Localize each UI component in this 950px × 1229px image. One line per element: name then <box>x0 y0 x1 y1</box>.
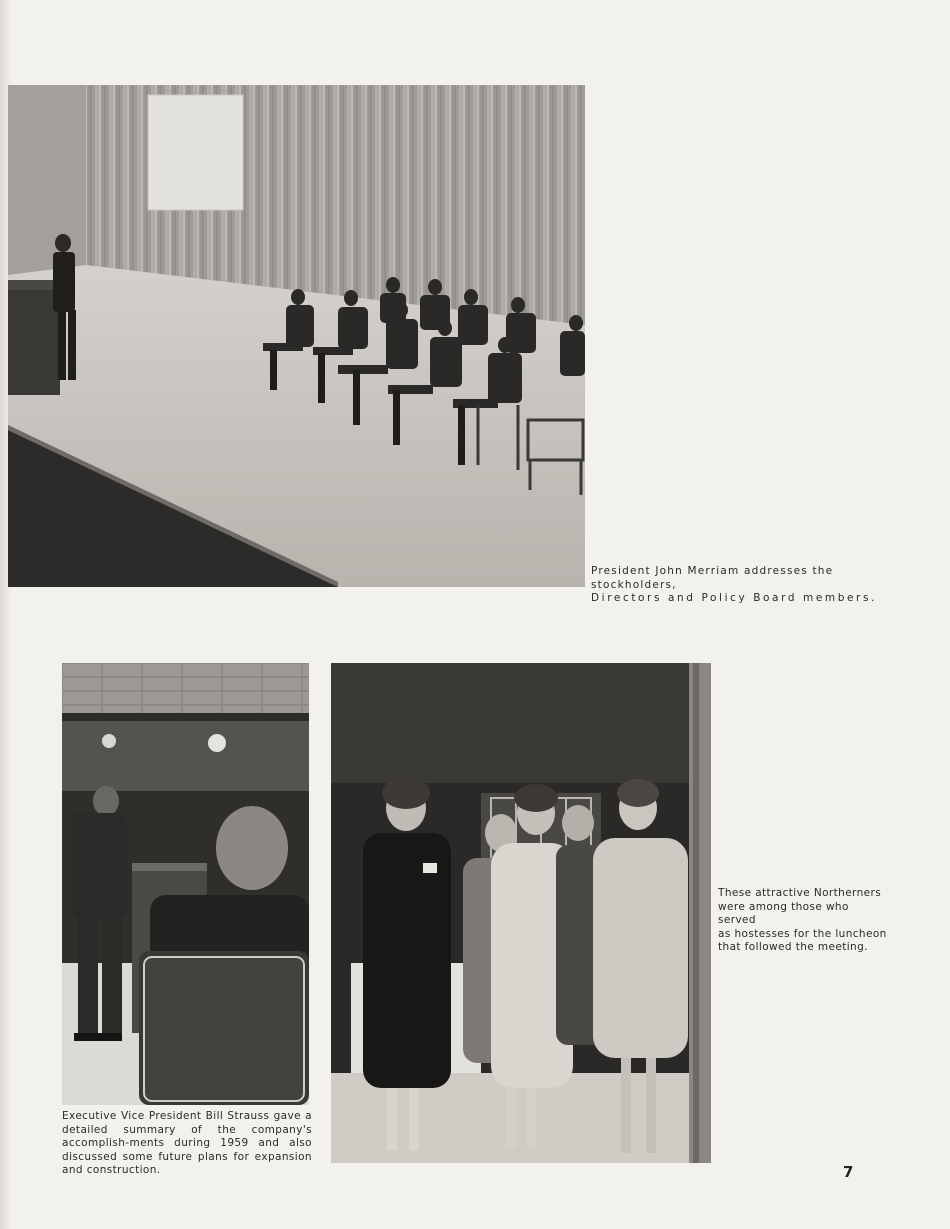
stage-photo-caption <box>591 565 891 606</box>
podium-photo-caption <box>62 1110 312 1178</box>
stage-meeting-photo <box>8 85 585 587</box>
caption-text: Executive Vice President Bill Strauss gave a detailed summary of the company's accomplish-ments during 1959 and also discussed some future plans for expansion and construction. <box>62 1110 312 1176</box>
caption-line: were among those who served <box>718 900 849 926</box>
caption-line: President John Merriam addresses the stockholders, <box>591 565 834 591</box>
page-number: 7 <box>843 1163 854 1181</box>
caption-line: that followed the meeting. <box>718 941 868 953</box>
hostesses-photo-caption <box>718 887 888 955</box>
caption-line: as hostesses for the luncheon <box>718 927 887 940</box>
podium-speaker-photo <box>62 663 309 1105</box>
caption-line: These attractive Northerners <box>718 887 882 899</box>
hostesses-photo <box>331 663 711 1163</box>
caption-line: Directors and Policy Board members. <box>591 592 877 604</box>
